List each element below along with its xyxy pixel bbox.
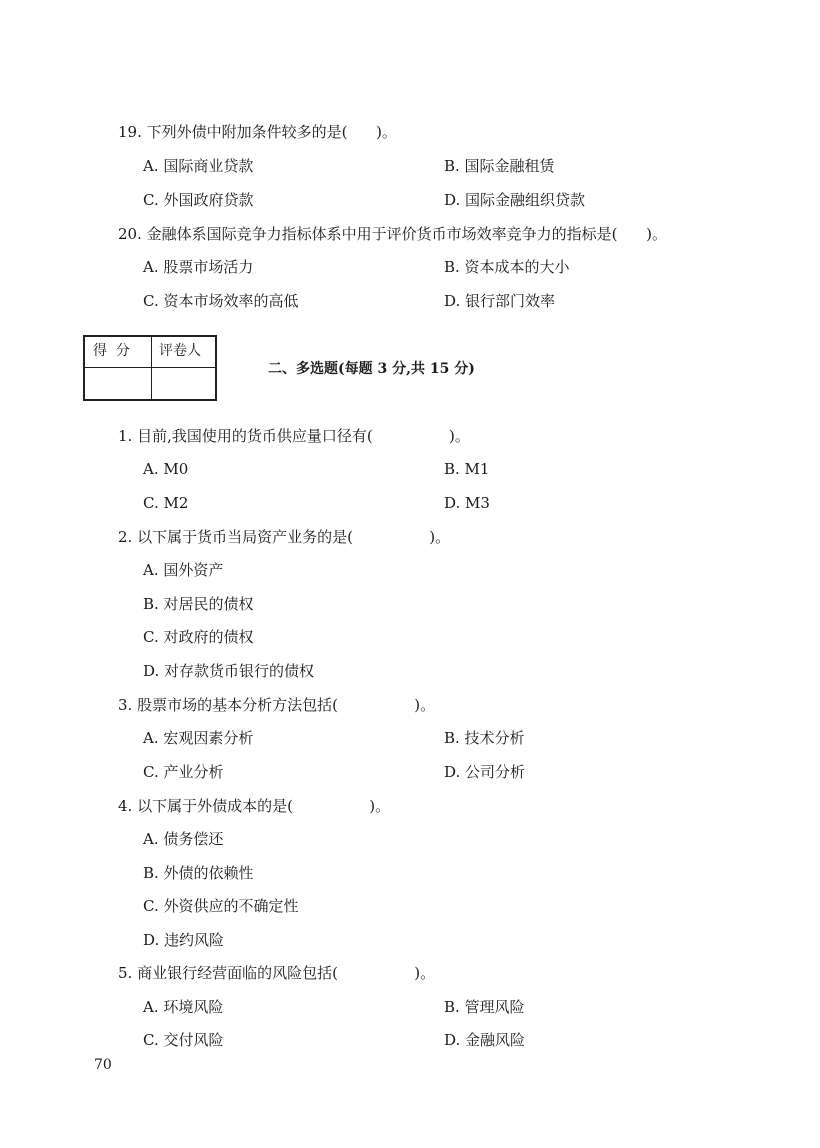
score-table-divider-horizontal [85, 367, 215, 368]
question-19-option-c: C. 外国政府贷款 [143, 191, 254, 209]
multi-question-4-option-c: C. 外资供应的不确定性 [143, 897, 299, 915]
multi-question-3-option-d: D. 公司分析 [444, 763, 526, 781]
multi-question-5-option-a: A. 环境风险 [143, 998, 224, 1016]
multi-question-1-option-a: A. M0 [143, 460, 189, 478]
multi-question-4-option-b: B. 外债的依赖性 [143, 864, 254, 882]
multi-question-2-option-c: C. 对政府的债权 [143, 628, 254, 646]
question-20-option-c: C. 资本市场效率的高低 [143, 292, 299, 310]
multi-question-4-option-a: A. 债务偿还 [143, 830, 224, 848]
multi-question-5-option-c: C. 交付风险 [143, 1031, 224, 1049]
multi-question-4-option-d: D. 违约风险 [143, 931, 225, 949]
score-table [83, 335, 217, 401]
question-19-option-d: D. 国际金融组织贷款 [444, 191, 586, 209]
page-number: 70 [94, 1057, 112, 1073]
score-header: 得 分 [93, 343, 130, 359]
question-20-option-b: B. 资本成本的大小 [444, 258, 570, 276]
grader-header: 评卷人 [159, 343, 201, 359]
question-19-stem: 19. 下列外债中附加条件较多的是( )。 [118, 123, 397, 141]
multi-question-2-option-a: A. 国外资产 [143, 561, 224, 579]
multi-question-3-option-b: B. 技术分析 [444, 729, 525, 747]
multi-question-1-option-d: D. M3 [444, 494, 490, 512]
multi-question-5-option-b: B. 管理风险 [444, 998, 525, 1016]
multi-question-1-option-c: C. M2 [143, 494, 189, 512]
multi-question-4-stem: 4. 以下属于外债成本的是( )。 [118, 797, 391, 815]
multi-question-3-stem: 3. 股票市场的基本分析方法包括( )。 [118, 696, 436, 714]
question-19-option-b: B. 国际金融租赁 [444, 157, 555, 175]
multi-question-1-stem: 1. 目前,我国使用的货币供应量口径有( )。 [118, 427, 470, 445]
multi-question-3-option-a: A. 宏观因素分析 [143, 729, 254, 747]
multi-question-3-option-c: C. 产业分析 [143, 763, 224, 781]
question-20-option-d: D. 银行部门效率 [444, 292, 556, 310]
multi-question-2-option-d: D. 对存款货币银行的债权 [143, 662, 315, 680]
multi-question-5-option-d: D. 金融风险 [444, 1031, 526, 1049]
multi-question-2-option-b: B. 对居民的债权 [143, 595, 254, 613]
multi-question-2-stem: 2. 以下属于货币当局资产业务的是( )。 [118, 528, 451, 546]
score-table-divider-vertical [151, 337, 152, 399]
multi-question-5-stem: 5. 商业银行经营面临的风险包括( )。 [118, 964, 436, 982]
question-20-stem: 20. 金融体系国际竞争力指标体系中用于评价货币市场效率竞争力的指标是( )。 [118, 225, 667, 243]
question-19-option-a: A. 国际商业贷款 [143, 157, 254, 175]
multi-question-1-option-b: B. M1 [444, 460, 490, 478]
section-2-title: 二、多选题(每题 3 分,共 15 分) [268, 361, 475, 377]
question-20-option-a: A. 股票市场活力 [143, 258, 254, 276]
